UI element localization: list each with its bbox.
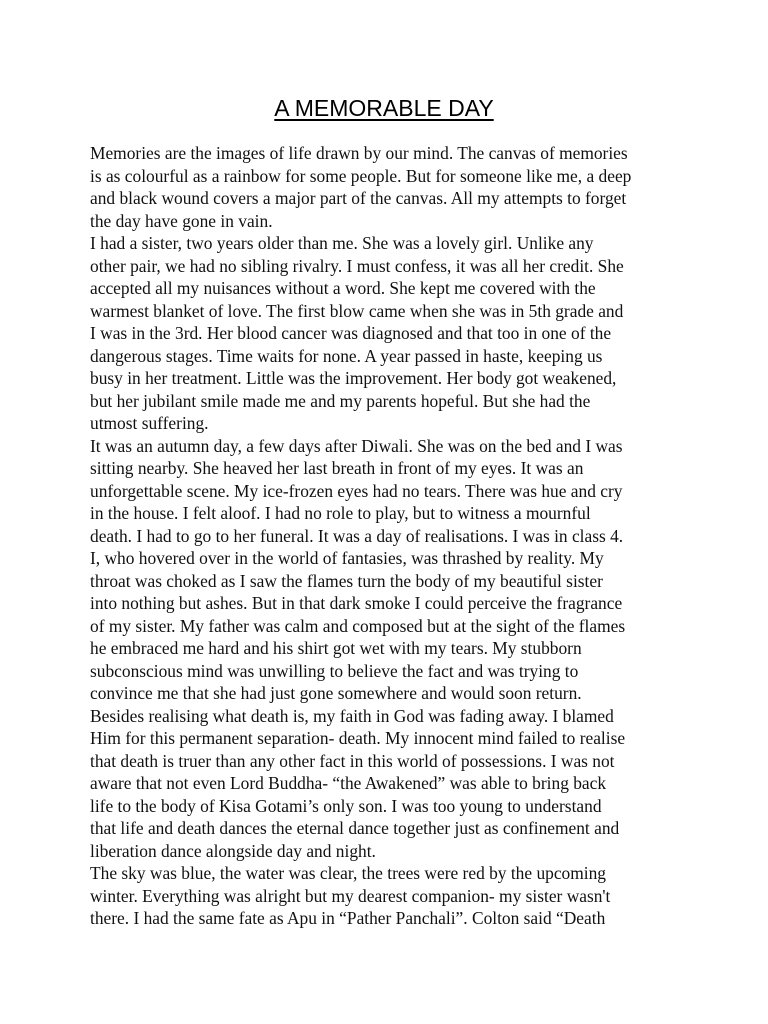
essay-line: that death is truer than any other fact in this world of possessions. I was not [90, 750, 615, 771]
essay-line: life to the body of Kisa Gotami’s only son. I was too young to understand [90, 795, 602, 816]
essay-line: other pair, we had no sibling rivalry. I must confess, it was all her credit. She [90, 255, 624, 276]
document-title: A MEMORABLE DAY [274, 95, 494, 121]
essay-line: It was an autumn day, a few days after Diwali. She was on the bed and I was [90, 435, 623, 456]
essay-line: Him for this permanent separation- death. My innocent mind failed to realise [90, 728, 626, 748]
essay-line: busy in her treatment. Little was the improvement. Her body got weakened, [90, 368, 617, 388]
essay-line: there. I had the same fate as Apu in “Pather Panchali”. Colton said “Death [90, 908, 606, 928]
essay-line: utmost suffering. [90, 413, 209, 433]
essay-line: the day have gone in vain. [90, 210, 273, 231]
essay-line: sitting nearby. She heaved her last breath in front of my eyes. It was an [90, 458, 584, 478]
essay-line: I was in the 3rd. Her blood cancer was diagnosed and that too in one of the [90, 323, 612, 343]
essay-line: is as colourful as a rainbow for some people. But for someone like me, a deep [90, 165, 632, 186]
essay-line: he embraced me hard and his shirt got wet with my tears. My stubborn [90, 638, 582, 658]
essay-line: convince me that she had just gone somewhere and would soon return. [90, 683, 582, 703]
essay-line: Memories are the images of life drawn by our mind. The canvas of memories [90, 143, 628, 163]
essay-line: of my sister. My father was calm and composed but at the sight of the flames [90, 615, 626, 636]
essay-line: The sky was blue, the water was clear, the trees were red by the upcoming [90, 863, 606, 883]
essay-line: into nothing but ashes. But in that dark smoke I could perceive the fragrance [90, 593, 623, 613]
essay-line: that life and death dances the eternal dance together just as confinement and [90, 818, 620, 838]
essay-line: death. I had to go to her funeral. It was a day of realisations. I was in class 4. [90, 525, 624, 546]
essay-line: liberation dance alongside day and night. [90, 840, 376, 861]
essay-line: accepted all my nuisances without a word. She kept me covered with the [90, 278, 596, 298]
essay-line: in the house. I felt aloof. I had no role to play, but to witness a mournful [90, 503, 591, 523]
essay-line: but her jubilant smile made me and my parents hopeful. But she had the [90, 390, 591, 411]
essay-line: winter. Everything was alright but my dearest companion- my sister wasn't [90, 885, 611, 906]
essay-line: unforgettable scene. My ice-frozen eyes had no tears. There was hue and cry [90, 480, 623, 501]
essay-body [90, 142, 690, 930]
essay-line: warmest blanket of love. The first blow came when she was in 5th grade and [90, 300, 624, 321]
essay-line: throat was choked as I saw the flames turn the body of my beautiful sister [90, 570, 603, 591]
essay-line: dangerous stages. Time waits for none. A year passed in haste, keeping us [90, 345, 603, 366]
essay-line: and black wound covers a major part of the canvas. All my attempts to forget [90, 188, 627, 208]
essay-line: Besides realising what death is, my faith in God was fading away. I blamed [90, 705, 614, 726]
essay-line: I, who hovered over in the world of fantasies, was thrashed by reality. My [90, 548, 604, 568]
essay-line: I had a sister, two years older than me. She was a lovely girl. Unlike any [90, 233, 594, 253]
essay-line: aware that not even Lord Buddha- “the Awakened” was able to bring back [90, 773, 607, 793]
essay-line: subconscious mind was unwilling to believe the fact and was trying to [90, 660, 579, 681]
